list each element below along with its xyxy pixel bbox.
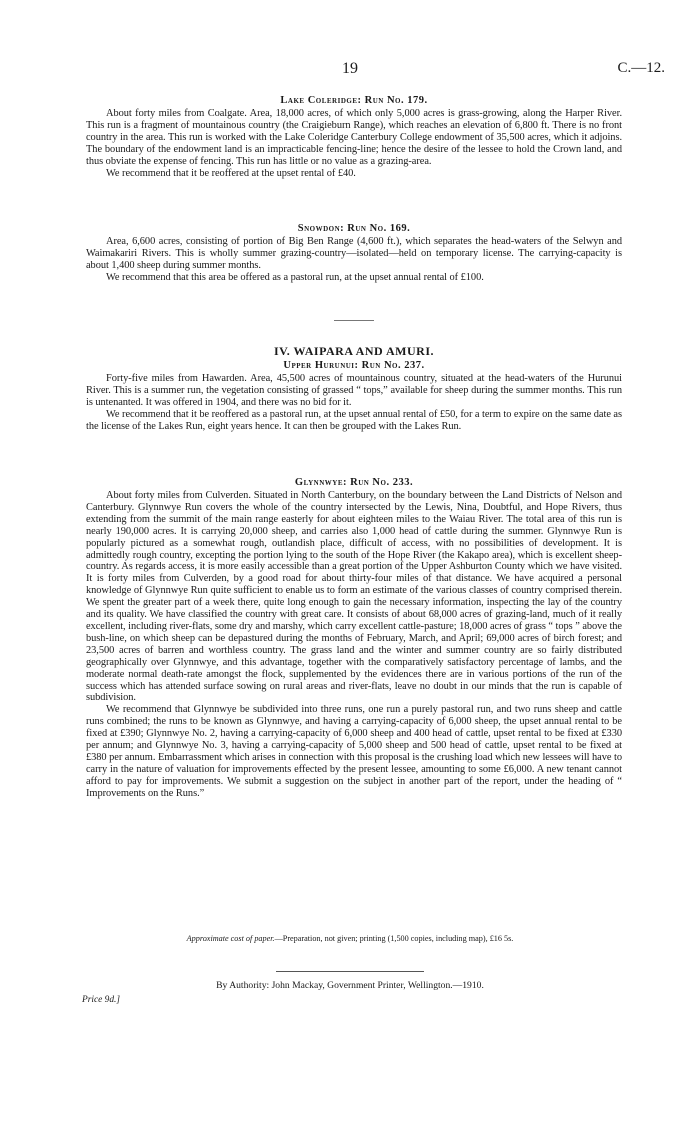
section-heading: Lake Coleridge: Run No. 179. bbox=[280, 95, 428, 106]
paragraph: We recommend that this area be offered as a pastoral run, at the upset annual rental of £100. bbox=[106, 271, 484, 283]
paragraph: About forty miles from Coalgate. Area, 18,000 acres, of which only 5,000 acres is grass-growing, along the Harper River. This run is a fragment of mountainous country (the Craigieburn Range), which reaches an elevation of 6,800 ft. There is no front country in the area. This run is worked with the Lake Coleridge Canterbury College endowment of 35,500 acres, which it adjoins. The boundary of the endowment land is an impracticable fencing-line; hence the desire of the lessee to hold the Crown land, and thus obviate the expense of fencing. This run has little or no value as a grazing-area. bbox=[86, 108, 622, 167]
paragraph: Area, 6,600 acres, consisting of portion of Big Ben Range (4,600 ft.), which separates the head-waters of the Selwyn and Waimakariri Rivers. This is wholly summer grazing-country—isolated—held on temporary license. The carrying-capacity is about 1,400 sheep during summer months. bbox=[86, 236, 622, 271]
paragraph: About forty miles from Culverden. Situated in North Canterbury, on the boundary between the Land Districts of Nelson and Canterbury. Glynnwye Run covers the whole of the country intersected by the Lewis, Nina, Doubtful, and Hope Rivers, thus extending from the summit of the main range easterly for about eighteen miles to the Waiau River. The total area of this run is nearly 190,000 acres. It is carrying 20,000 sheep, and carries also 1,000 head of cattle during the summer. Glynnwye Run is popularly pictured as a somewhat rough, outlandish place, difficult of access, with no possibilities of development. It is admittedly rough country, excepting the portion lying to the south of the Hope River (the Kakapo area), which is excellent sheep-country. As regards access, it is more easily accessible than a great portion of the Upper Ashburton County which we have visited. It is forty miles from Culverden, by a good road for about thirty-four miles of that distance. We have acquired a personal knowledge of Glynnwye Run quite sufficient to enable us to form an estimate of the various classes of country comprised therein. We spent the greater part of a week there, quite long enough to gain the necessary information, inspecting the lay of the country and its quality. We have classified the country with great care. It consists of about 68,000 acres of grazing-land, much of it really excellent, including river-flats, some dry and marshy, which carry excellent cattle-pasture; 18,000 acres of grass “ tops ” above the bush-line, on which sheep can be depastured during the months of February, March, and April; 69,000 acres of birch forest; and 23,500 acres of barren and worthless country. The grass land and the winter and summer country are so fairly distributed geographically over Glynnwye, and this advantage, together with the comparatively satisfactory percentage of lambs, and the moderate normal death-rate amongst the flock, supplemented by the evidences there are in various portions of the run of the success which has attended surface sowing on rural areas and river-flats, leave no doubt in our minds that the run is capable of subdivision. bbox=[86, 490, 622, 704]
paragraph: We recommend that it be reoffered at the upset rental of £40. bbox=[106, 167, 356, 179]
document-reference: C.—12. bbox=[617, 60, 665, 76]
printer-authority: By Authority: John Mackay, Government Printer, Wellington.—1910. bbox=[216, 980, 484, 991]
section-lake-coleridge bbox=[86, 94, 622, 179]
section-glynnwye bbox=[86, 476, 622, 800]
section-divider bbox=[86, 320, 622, 321]
section-heading: Upper Hurunui: Run No. 237. bbox=[283, 360, 425, 371]
section-heading: Snowdon: Run No. 169. bbox=[297, 223, 411, 234]
footer-rule bbox=[276, 971, 424, 972]
section-snowdon bbox=[86, 222, 622, 284]
paragraph: We recommend that it be reoffered as a pastoral run, at the upset annual rental of £50, for a term to expire on the same date as the license of the Lakes Run, eight years hence. It can then be grouped with the Lakes Run. bbox=[86, 408, 622, 432]
paragraph: We recommend that Glynnwye be subdivided into three runs, one run a purely pastoral run, and two runs sheep and cattle runs combined; the runs to be known as Glynnwye, and having a carrying-capacity of 6,000 sheep, the upset annual rental to be fixed at £390; Glynnwye No. 2, having a carrying-capacity of 6,000 sheep and 400 head of cattle, upset rental to be fixed at £330 per annum; and Glynnwye No. 3, having a carrying-capacity of 5,000 sheep and 500 head of cattle, upset rental to be fixed at £380 per annum. Embarrassment which arises in connection with this proposal is the crushing load which new lessees will have to carry in the nature of valuation for improvements effected by the present lessee, amounting to some £6,000. A new tenant cannot afford to pay for improvements. We submit a suggestion on the subject in another part of the report, under the heading of “ Improvements on the Runs.” bbox=[86, 704, 622, 799]
paragraph: Forty-five miles from Hawarden. Area, 45,500 acres of mountainous country, situated at the head-waters of the Hurunui River. This is a summer run, the vegetation consisting of grassed “ tops,” available for sheep during the summer months. This run is untenanted. It was offered in 1904, and there was no bid for it. bbox=[86, 373, 622, 408]
cost-text: —Preparation, not given; printing (1,500 copies, including map), £16 5s. bbox=[274, 934, 514, 943]
divider-rule bbox=[334, 320, 374, 321]
cost-footnote bbox=[0, 934, 700, 943]
section-upper-hurunui bbox=[86, 344, 622, 433]
price-label: Price 9d.] bbox=[82, 995, 121, 1005]
division-heading: IV. WAIPARA AND AMURI. bbox=[273, 344, 435, 358]
section-heading: Glynnwye: Run No. 233. bbox=[294, 477, 414, 488]
cost-label: Approximate cost of paper. bbox=[186, 934, 275, 943]
page-number: 19 bbox=[342, 60, 358, 77]
